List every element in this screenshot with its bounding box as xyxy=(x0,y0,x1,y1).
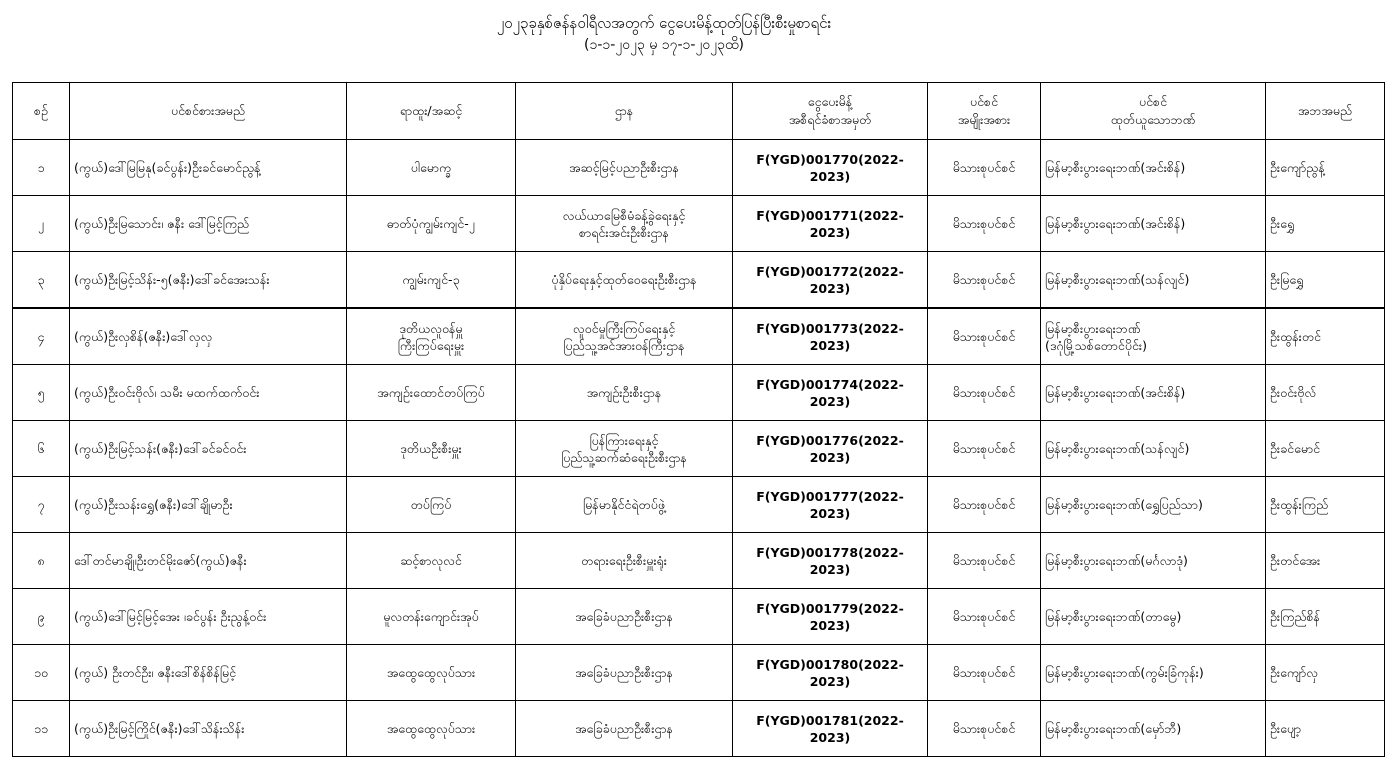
cell-cert: F(YGD)001777(2022-2023) xyxy=(733,477,928,533)
cell-rank xyxy=(347,196,516,252)
cell-rank xyxy=(347,421,516,477)
cell-issuer xyxy=(1041,365,1266,421)
cell-name: (ကွယ်)ဒေါ်မြမြနု(ခင်ပွန်း)ဦးခင်မောင်ညွန့် xyxy=(70,140,347,196)
cell-no: ၁၀ xyxy=(13,645,70,701)
cell-father: ဦးကျော်ညွန့် xyxy=(1266,140,1385,196)
cell-issuer-line1: မြန်မာ့စီးပွားရေးဘဏ်(အင်းစိန်) xyxy=(1045,385,1186,400)
cell-dept-line1: မြန်မာနိုင်ငံရဲတပ်ဖွဲ့ xyxy=(583,497,665,512)
table-row xyxy=(13,477,1385,533)
cell-dept-line1: အခြေခံပညာဦးစီးဌာန xyxy=(575,721,673,736)
cell-rank xyxy=(347,701,516,757)
cell-issuer-line1: မြန်မာ့စီးပွားရေးဘဏ်(ရွှေပြည်သာ) xyxy=(1045,497,1203,512)
cell-issuer xyxy=(1041,701,1266,757)
cell-issuer-line1: မြန်မာ့စီးပွားရေးဘဏ်(မင်္ဂလာဒုံ) xyxy=(1045,553,1188,568)
col-header-dept: ဌာန xyxy=(516,83,733,140)
cell-dept-line2: စာရင်းအင်းဦးစီးဌာန xyxy=(579,224,669,240)
cell-father: ဦးခင်မောင် xyxy=(1266,421,1385,477)
cell-type: မိသားစုပင်စင် xyxy=(928,421,1041,477)
table-row xyxy=(13,701,1385,757)
cell-issuer-line1: မြန်မာ့စီးပွားရေးဘဏ်(သန်လျင်) xyxy=(1045,272,1190,287)
cell-rank xyxy=(347,477,516,533)
document-title: ၂၀၂၃ခုနှစ်ဇန်နဝါရီလအတွက် ငွေပေးမိန့်ထုတ်ပြန်ပြီးစီးမှုစာရင်း xyxy=(496,14,832,32)
cell-name: (ကွယ်)ဒေါ်မြင့်မြင့်အေး ၊ခင်ပွန်း ဦးညွန့်ဝင်း xyxy=(70,589,347,645)
cell-rank-line1: ပါမောက္ခ xyxy=(410,160,452,175)
col-header-cert xyxy=(733,83,928,140)
cell-dept xyxy=(516,196,733,252)
col-header-cert-line2: အစီရင်ခံစာအမှတ် xyxy=(788,112,872,127)
cell-name: (ကွယ်)ဦးလှစိန်(ဇနီး)ဒေါ်လှလှ xyxy=(70,308,347,365)
cell-no: ၈ xyxy=(13,533,70,589)
table-row xyxy=(13,645,1385,701)
cell-dept xyxy=(516,140,733,196)
cell-name: ဒေါ်တင်မာချို၊ဦးတင်မိုးဇော်(ကွယ်)ဇနီး xyxy=(70,533,347,589)
cell-dept-line1: တရားရေးဦးစီးမှူးရုံး xyxy=(581,553,667,568)
cell-issuer-line1: မြန်မာ့စီးပွားရေးဘဏ် xyxy=(1045,320,1141,336)
cell-name: (ကွယ်)ဦးမြင့်ကြိုင်(ဇနီး)ဒေါ်သိန်းသိန်း xyxy=(70,701,347,757)
cell-dept xyxy=(516,477,733,533)
cell-no: ၂ xyxy=(13,196,70,252)
pension-table xyxy=(12,82,1385,757)
cell-father: ဦးတင်အေး xyxy=(1266,533,1385,589)
cell-name: (ကွယ်)ဦးမြင့်သန်း(ဇနီး)ဒေါ်ခင်ခင်ဝင်း xyxy=(70,421,347,477)
cell-issuer-line1: မြန်မာ့စီးပွားရေးဘဏ်(အင်းစိန်) xyxy=(1045,216,1186,231)
cell-no: ၁ xyxy=(13,140,70,196)
cell-no: ၅ xyxy=(13,365,70,421)
cell-cert: F(YGD)001774(2022-2023) xyxy=(733,365,928,421)
table-row xyxy=(13,365,1385,421)
col-header-no: စဉ် xyxy=(13,83,70,140)
cell-cert: F(YGD)001779(2022-2023) xyxy=(733,589,928,645)
cell-issuer xyxy=(1041,589,1266,645)
cell-issuer xyxy=(1041,645,1266,701)
cell-type: မိသားစုပင်စင် xyxy=(928,589,1041,645)
cell-dept-line2: ပြည်သူ့အင်အားဝန်ကြီးဌာန xyxy=(563,337,685,353)
cell-issuer xyxy=(1041,140,1266,196)
cell-no: ၆ xyxy=(13,421,70,477)
cell-type: မိသားစုပင်စင် xyxy=(928,701,1041,757)
cell-issuer xyxy=(1041,533,1266,589)
table-row xyxy=(13,421,1385,477)
col-header-rank: ရာထူး/အဆင့် xyxy=(347,83,516,140)
cell-rank-line1: ဒုတိယဦးစီးမှူး xyxy=(400,441,462,456)
cell-no: ၄ xyxy=(13,308,70,365)
cell-cert: F(YGD)001771(2022-2023) xyxy=(733,196,928,252)
cell-dept xyxy=(516,252,733,309)
cell-dept xyxy=(516,589,733,645)
cell-dept-line1: လူဝင်မှုကြီးကြပ်ရေးနှင့် xyxy=(572,320,676,336)
cell-type: မိသားစုပင်စင် xyxy=(928,533,1041,589)
col-header-name: ပင်စင်စားအမည် xyxy=(70,83,347,140)
cell-issuer-line2: (ဒဂုံမြို့သစ်တောင်ပိုင်း) xyxy=(1045,337,1147,353)
cell-dept-line1: အခြေခံပညာဦးစီးဌာန xyxy=(575,665,673,680)
cell-issuer-line1: မြန်မာ့စီးပွားရေးဘဏ်(မှော်ဘီ) xyxy=(1045,721,1182,736)
cell-rank-line1: မူလတန်းကျောင်းအုပ် xyxy=(383,609,479,624)
cell-issuer-line1: မြန်မာ့စီးပွားရေးဘဏ်(တာမွေ) xyxy=(1045,609,1182,624)
cell-name: (ကွယ်)ဦးမြသောင်း၊ ဇနီး ဒေါ်မြင့်ကြည် xyxy=(70,196,347,252)
cell-rank xyxy=(347,589,516,645)
cell-dept xyxy=(516,421,733,477)
cell-issuer xyxy=(1041,308,1266,365)
document-date-range: (၁-၁-၂၀၂၃ မှ ၁၇-၁-၂၀၂၃ထိ) xyxy=(584,37,744,53)
cell-rank xyxy=(347,140,516,196)
cell-type: မိသားစုပင်စင် xyxy=(928,308,1041,365)
table-row xyxy=(13,533,1385,589)
cell-rank-line1: အထွေထွေလုပ်သား xyxy=(386,665,476,680)
cell-dept xyxy=(516,533,733,589)
cell-rank-line1: အကျဉ်းထောင်တပ်ကြပ် xyxy=(377,385,485,400)
cell-issuer-line1: မြန်မာ့စီးပွားရေးဘဏ်(သန်လျင်) xyxy=(1045,441,1190,456)
col-header-cert-line1: ငွေပေးမိန့် xyxy=(807,94,853,109)
cell-dept xyxy=(516,308,733,365)
cell-type: မိသားစုပင်စင် xyxy=(928,252,1041,309)
cell-rank-line1: ဓာတ်ပုံကျွမ်းကျင်-၂ xyxy=(387,216,475,231)
cell-name: (ကွယ်)ဦးမြင့်သိန်း-၅(ဇနီး)ဒေါ်ခင်အေးသန်း xyxy=(70,252,347,309)
cell-issuer-line1: မြန်မာ့စီးပွားရေးဘဏ်(ကွမ်းခြံကုန်း) xyxy=(1045,665,1204,680)
col-header-father: အဘအမည် xyxy=(1266,83,1385,140)
table-row xyxy=(13,252,1385,309)
cell-dept-line1: လယ်ယာမြေစီမံခန့်ခွဲရေးနှင့် xyxy=(562,207,686,223)
cell-rank xyxy=(347,252,516,309)
cell-issuer xyxy=(1041,421,1266,477)
cell-dept-line1: အကျဉ်းဦးစီးဌာန xyxy=(586,385,662,400)
table-row xyxy=(13,196,1385,252)
cell-rank xyxy=(347,308,516,365)
cell-dept xyxy=(516,365,733,421)
cell-issuer xyxy=(1041,196,1266,252)
cell-father: ဦးမြရွှေ xyxy=(1266,252,1385,309)
cell-father: ဦးထွန်းတင် xyxy=(1266,308,1385,365)
cell-father: ဦးရွှေ xyxy=(1266,196,1385,252)
cell-dept xyxy=(516,645,733,701)
col-header-issuer-line2: ထုတ်ယူသောဘဏ် xyxy=(1110,112,1196,127)
cell-rank-line1: ဒုတိယလူဝန်မှူ xyxy=(399,320,463,336)
cell-no: ၉ xyxy=(13,589,70,645)
cell-issuer-line1: မြန်မာ့စီးပွားရေးဘဏ်(အင်းစိန်) xyxy=(1045,160,1186,175)
col-header-issuer-line1: ပင်စင် xyxy=(1138,94,1168,109)
cell-type: မိသားစုပင်စင် xyxy=(928,645,1041,701)
col-header-type-line1: ပင်စင် xyxy=(969,94,999,109)
cell-type: မိသားစုပင်စင် xyxy=(928,365,1041,421)
col-header-type-line2: အမျိုးအစား xyxy=(957,112,1011,127)
cell-father: ဦးဝင်းဗိုလ် xyxy=(1266,365,1385,421)
cell-cert: F(YGD)001770(2022-2023) xyxy=(733,140,928,196)
cell-father: ဦးထွန်းကြည် xyxy=(1266,477,1385,533)
cell-issuer xyxy=(1041,477,1266,533)
cell-name: (ကွယ်)ဦးဝင်းဗိုလ်၊ သမီး မထက်ထက်ဝင်း xyxy=(70,365,347,421)
cell-rank-line2: ကြီးကြပ်ရေးမှူး xyxy=(397,337,465,353)
cell-type: မိသားစုပင်စင် xyxy=(928,477,1041,533)
table-row xyxy=(13,308,1385,365)
cell-dept-line1: ပြန်ကြားရေးနှင့် xyxy=(589,432,659,448)
cell-father: ဦးပျော့ xyxy=(1266,701,1385,757)
cell-type: မိသားစုပင်စင် xyxy=(928,140,1041,196)
title-block xyxy=(0,12,1328,56)
cell-rank xyxy=(347,645,516,701)
cell-rank-line1: ကျွမ်းကျင်-၃ xyxy=(402,272,460,287)
cell-cert: F(YGD)001776(2022-2023) xyxy=(733,421,928,477)
cell-no: ၃ xyxy=(13,252,70,309)
cell-cert: F(YGD)001778(2022-2023) xyxy=(733,533,928,589)
cell-dept xyxy=(516,701,733,757)
cell-cert: F(YGD)001772(2022-2023) xyxy=(733,252,928,309)
cell-issuer xyxy=(1041,252,1266,309)
cell-rank-line1: တပ်ကြပ် xyxy=(410,497,452,512)
cell-cert: F(YGD)001780(2022-2023) xyxy=(733,645,928,701)
cell-father: ဦးကြည်စိန် xyxy=(1266,589,1385,645)
cell-dept-line1: အခြေခံပညာဦးစီးဌာန xyxy=(575,609,673,624)
table-row xyxy=(13,589,1385,645)
cell-dept-line1: ပုံနှိပ်ရေးနှင့်ထုတ်ဝေရေးဦးစီးဌာန xyxy=(551,272,697,287)
col-header-issuer xyxy=(1041,83,1266,140)
cell-rank xyxy=(347,533,516,589)
cell-dept-line1: အဆင့်မြင့်ပညာဦးစီးဌာန xyxy=(569,160,679,175)
cell-dept-line2: ပြည်သူ့ဆက်ဆံရေးဦးစီးဌာန xyxy=(561,449,687,465)
cell-no: ၇ xyxy=(13,477,70,533)
table-header-row xyxy=(13,83,1385,140)
cell-type: မိသားစုပင်စင် xyxy=(928,196,1041,252)
cell-no: ၁၁ xyxy=(13,701,70,757)
cell-father: ဦးကျော်လှ xyxy=(1266,645,1385,701)
col-header-type xyxy=(928,83,1041,140)
cell-rank-line1: ဆင့်စာလုလင် xyxy=(400,553,462,568)
cell-rank xyxy=(347,365,516,421)
cell-name: (ကွယ်) ဦးတင်ဦး၊ ဇနီးဒေါ်စိန်စိန်မြင့် xyxy=(70,645,347,701)
cell-cert: F(YGD)001781(2022-2023) xyxy=(733,701,928,757)
cell-cert: F(YGD)001773(2022-2023) xyxy=(733,308,928,365)
cell-rank-line1: အထွေထွေလုပ်သား xyxy=(386,721,476,736)
cell-name: (ကွယ်)ဦးသန်းရွှေ(ဇနီး)ဒေါ်ချိုမာဦး xyxy=(70,477,347,533)
table-row xyxy=(13,140,1385,196)
